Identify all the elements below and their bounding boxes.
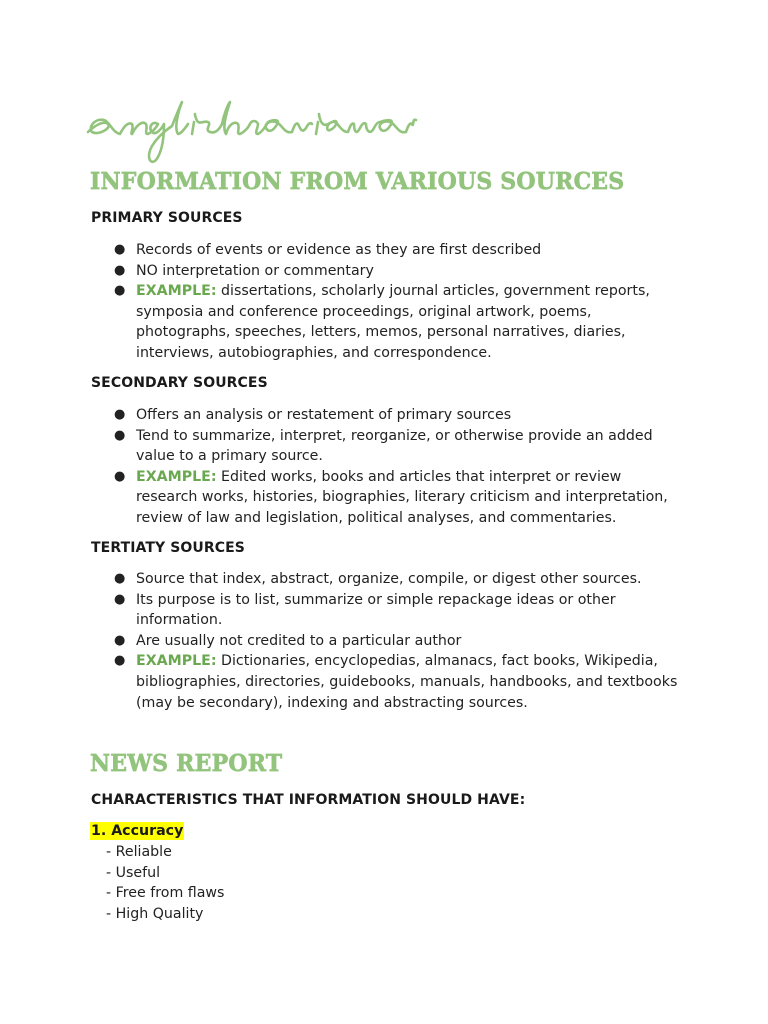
primary-sources-title: PRIMARY SOURCES xyxy=(91,210,243,226)
list-item xyxy=(90,651,680,713)
tertiary-sources-title: TERTIATY SOURCES xyxy=(91,540,245,556)
bullet-icon: ● xyxy=(114,262,126,278)
list-item xyxy=(90,281,680,363)
accuracy-list xyxy=(106,842,224,924)
section-heading-information-sources: INFORMATION FROM VARIOUS SOURCES xyxy=(90,168,625,196)
list-item xyxy=(90,467,680,529)
english-reviewer-logo xyxy=(86,98,416,168)
secondary-sources-list xyxy=(90,405,680,529)
bullet-icon: ● xyxy=(114,632,126,648)
bullet-text: Are usually not credited to a particular author xyxy=(136,632,462,649)
list-item xyxy=(90,569,680,590)
bullet-text: Tend to summarize, interpret, reorganize, or otherwise provide an added value to a primary source. xyxy=(136,427,653,465)
script-logo-graphic xyxy=(86,98,416,168)
list-item xyxy=(90,590,680,631)
bullet-text: Its purpose is to list, summarize or simple repackage ideas or other information. xyxy=(136,591,616,629)
bullet-icon: ● xyxy=(114,653,126,669)
list-item xyxy=(90,426,680,467)
bullet-text: Dictionaries, encyclopedias, almanacs, fact books, Wikipedia, bibliographies, directories, guidebooks, manuals, handbooks, and textbooks (may be secondary), indexing and abstracting sources. xyxy=(136,653,678,711)
accuracy-label: 1. Accuracy xyxy=(91,823,184,839)
bullet-text: dissertations, scholarly journal articles, government reports, symposia and conference proceedings, original artwork, poems, photographs, speeches, letters, memos, personal narratives, diaries, interviews, autobiographies, and correspondence. xyxy=(136,283,650,361)
list-item xyxy=(90,631,680,652)
bullet-text: NO interpretation or commentary xyxy=(136,262,374,279)
list-item: - High Quality xyxy=(106,905,204,922)
tertiary-sources-list xyxy=(90,569,680,713)
bullet-text: Records of events or evidence as they are first described xyxy=(136,242,542,258)
bullet-icon: ● xyxy=(114,407,126,422)
bullet-icon: ● xyxy=(114,468,126,484)
list-item xyxy=(90,240,680,261)
example-label: EXAMPLE: xyxy=(136,653,217,670)
secondary-sources-title: SECONDARY SOURCES xyxy=(91,375,268,391)
characteristics-heading: CHARACTERISTICS THAT INFORMATION SHOULD HAVE: xyxy=(91,792,526,808)
primary-sources-list xyxy=(90,240,680,364)
bullet-text: Edited works, books and articles that interpret or review research works, histories, biographies, literary criticism and interpretation, review of law and legislation, political analyses, and commentaries. xyxy=(136,468,668,526)
list-item: - Useful xyxy=(106,864,161,881)
bullet-icon: ● xyxy=(114,427,126,443)
example-label: EXAMPLE: xyxy=(136,468,217,485)
example-label: EXAMPLE: xyxy=(136,283,217,300)
section-heading-news-report: NEWS REPORT xyxy=(90,750,283,778)
bullet-text: Source that index, abstract, organize, compile, or digest other sources. xyxy=(136,571,642,587)
bullet-icon: ● xyxy=(114,283,126,299)
bullet-icon: ● xyxy=(114,242,126,257)
list-item xyxy=(90,261,680,282)
list-item: - Free from flaws xyxy=(106,885,225,902)
list-item xyxy=(90,405,680,426)
bullet-icon: ● xyxy=(114,571,126,586)
bullet-text: Offers an analysis or restatement of primary sources xyxy=(136,407,512,423)
bullet-icon: ● xyxy=(114,591,126,607)
list-item: - Reliable xyxy=(106,844,172,860)
